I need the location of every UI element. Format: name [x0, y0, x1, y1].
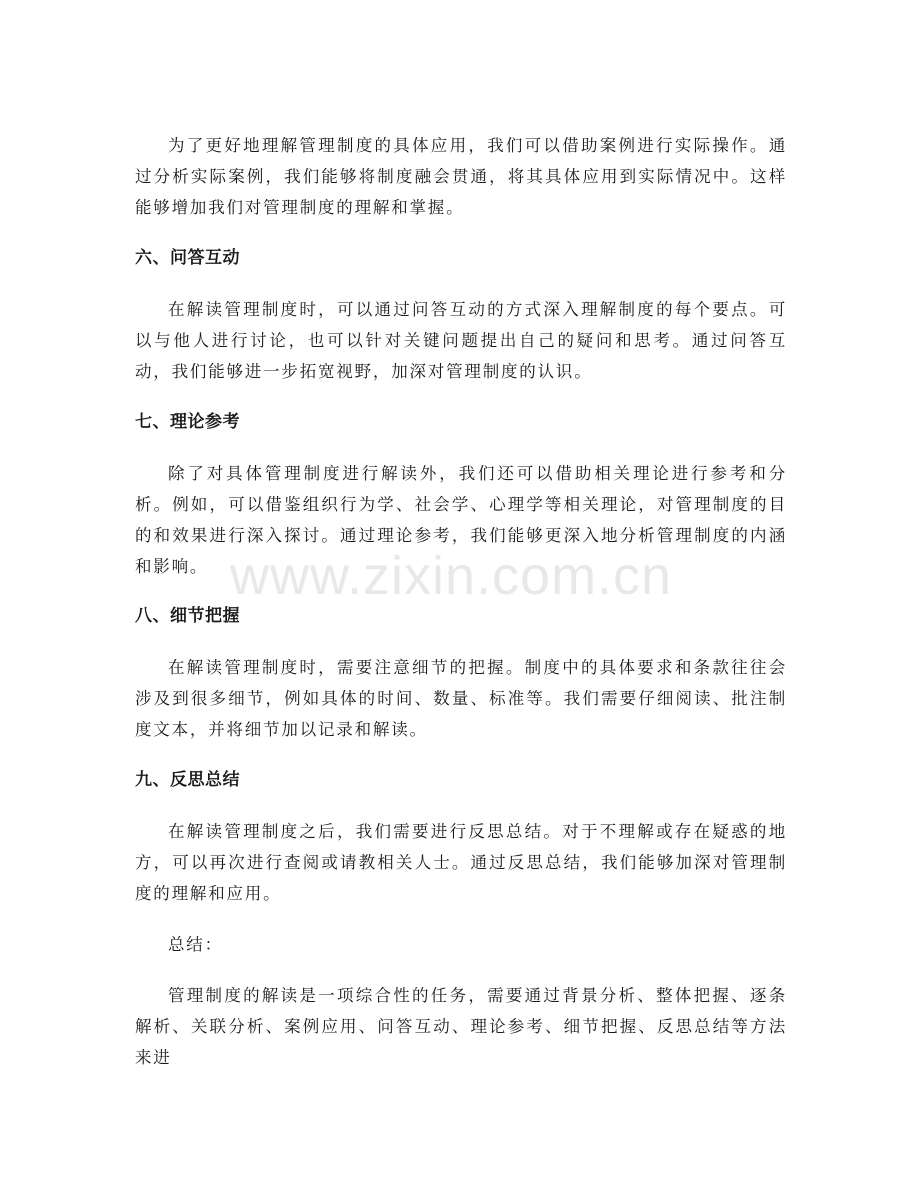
section-paragraph-7: 除了对具体管理制度进行解读外，我们还可以借助相关理论进行参考和分析。例如，可以借鉴组织行为学、社会学、心理学等相关理论，对管理制度的目的和效果进行深入探讨。通过理论参考，我们能够更深入地分析管理制度的内涵和影响。	[135, 464, 787, 576]
section-heading-8: 八、细节把握	[135, 606, 240, 626]
watermark: www.zixin.com.cn	[230, 546, 673, 606]
summary-label: 总结：	[168, 935, 223, 954]
section-paragraph-8: 在解读管理制度时，需要注意细节的把握。制度中的具体要求和条款往往会涉及到很多细节，例如具体的时间、数量、标准等。我们需要仔细阅读、批注制度文本，并将细节加以记录和解读。	[135, 658, 787, 739]
section-heading-7: 七、理论参考	[135, 412, 240, 432]
section-heading-6: 六、问答互动	[135, 248, 240, 268]
section-paragraph-9: 在解读管理制度之后，我们需要进行反思总结。对于不理解或存在疑惑的地方，可以再次进行查阅或请教相关人士。通过反思总结，我们能够加深对管理制度的理解和应用。	[135, 822, 787, 903]
summary-paragraph: 管理制度的解读是一项综合性的任务，需要通过背景分析、整体把握、逐条解析、关联分析、案例应用、问答互动、理论参考、细节把握、反思总结等方法来进	[135, 986, 787, 1067]
section-paragraph-6: 在解读管理制度时，可以通过问答互动的方式深入理解制度的每个要点。可以与他人进行讨论，也可以针对关键问题提出自己的疑问和思考。通过问答互动，我们能够进一步拓宽视野，加深对管理制度的认识。	[135, 300, 787, 381]
document-body	[135, 130, 787, 1073]
intro-paragraph: 为了更好地理解管理制度的具体应用，我们可以借助案例进行实际操作。通过分析实际案例，我们能够将制度融会贯通，将其具体应用到实际情况中。这样能够增加我们对管理制度的理解和掌握。	[135, 136, 787, 217]
section-heading-9: 九、反思总结	[135, 770, 240, 790]
